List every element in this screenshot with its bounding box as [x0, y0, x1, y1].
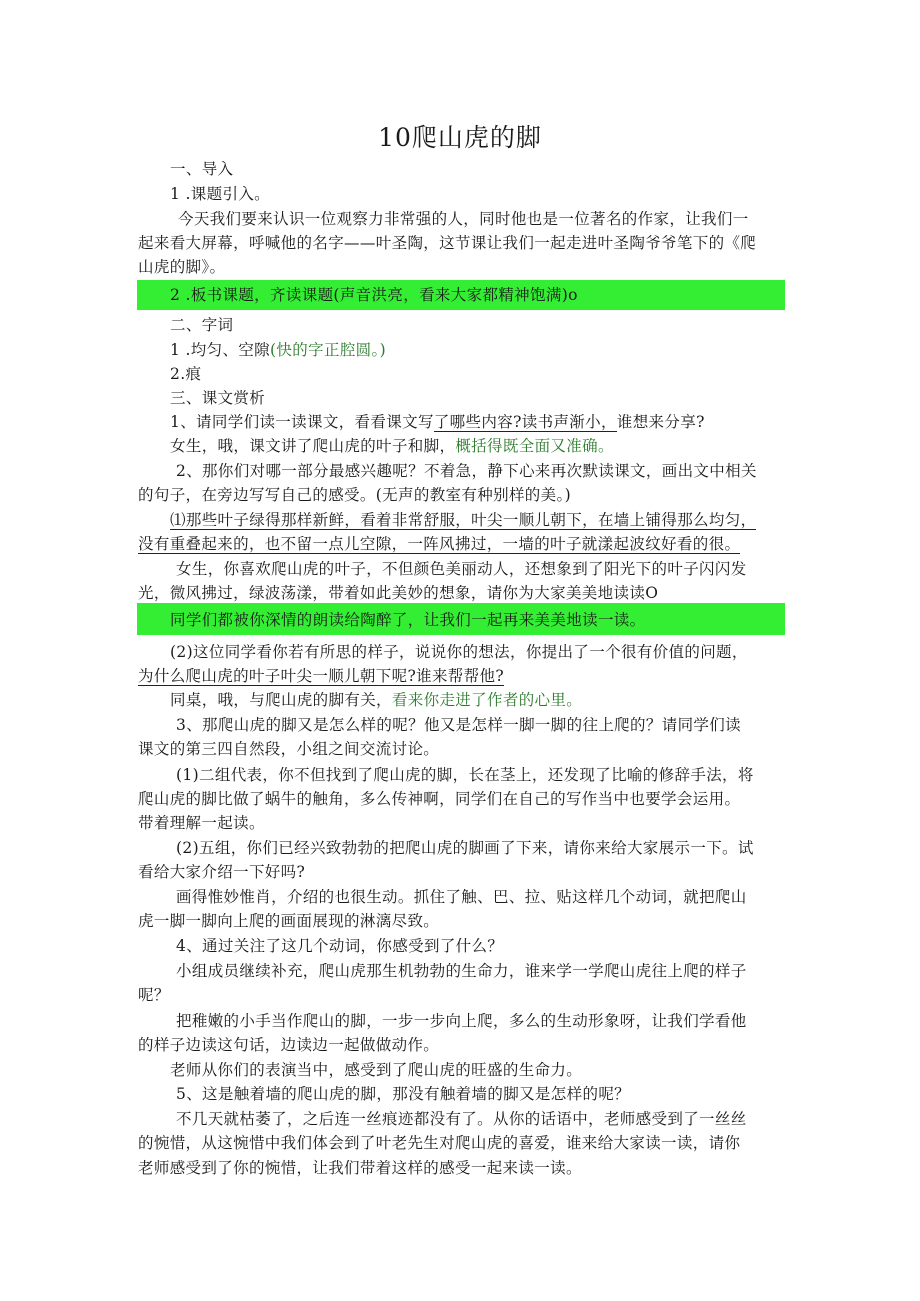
text-span: 1 .均匀、空隙	[170, 341, 271, 359]
annotation-text: (快的字正腔圆。)	[270, 341, 387, 359]
underlined-text: ⑴那些叶子绿得那样新鲜，看着非常舒服，叶尖一顺儿朝下，在墙上铺得那么均匀，	[170, 511, 757, 529]
text-line: (2)五组，你们已经兴致勃勃的把爬山虎的脚画了下来，请你来给大家展示一下。试	[176, 839, 754, 857]
text-line: 4、通过关注了这几个动词，你感受到了什么？	[176, 937, 504, 955]
text-line: 的惋惜，从这惋惜中我们体会到了叶老先生对爬山虎的喜爱，谁来给大家读一读，请你	[138, 1134, 741, 1152]
text-span: 1、请同学们读一读课文，看看课文写	[170, 413, 434, 431]
text-line: 2.痕	[170, 365, 202, 383]
annotation-text: 概括得既全面又准确。	[455, 437, 614, 455]
text-line: 把稚嫩的小手当作爬山的脚，一步一步向上爬，多么的生动形象呀，让我们学看他	[176, 1012, 747, 1030]
text-line: 光，微风拂过，绿波荡漾，带着如此美妙的想象，请你为大家美美地读读O	[138, 584, 659, 602]
text-span: 同桌，哦，与爬山虎的脚有关，	[170, 691, 392, 709]
text-line: 虎一脚一脚向上爬的画面展现的淋漓尽致。	[138, 912, 440, 930]
text-line: (2)这位同学看你若有所思的样子，说说你的想法，你提出了一个很有价值的问题，	[170, 643, 748, 661]
text-line: 不几天就枯萎了，之后连一丝痕迹都没有了。从你的话语中，老师感受到了一丝丝	[176, 1110, 747, 1128]
text-line: 小组成员继续补充，爬山虎那生机勃勃的生命力，谁来学一学爬山虎往上爬的样子	[176, 962, 747, 980]
text-line	[170, 435, 614, 457]
text-line: 画得惟妙惟肖，介绍的也很生动。抓住了触、巴、拉、贴这样几个动词，就把爬山	[176, 888, 747, 906]
text-line: 山虎的脚》。	[138, 258, 226, 276]
text-line	[170, 689, 582, 711]
text-line: 老师感受到了你的惋惜，让我们带着这样的感受一起来读一读。	[138, 1159, 582, 1177]
underlined-text-line	[170, 509, 756, 531]
text-line: 爬山虎的脚比做了蜗牛的触角，多么传神啊，同学们在自己的写作当中也要学会运用。	[138, 790, 741, 808]
text-line-highlighted: 2 .板书课题，齐读课题(声音洪亮，看来大家都精神饱满)o	[170, 286, 578, 304]
text-line: 呢？	[138, 986, 170, 1004]
text-span: 谁想来分享?	[616, 413, 705, 431]
text-line: 看给大家介绍一下好吗?	[138, 863, 306, 881]
text-line: 2、那你们对哪一部分最感兴趣呢？不着急，静下心来再次默读课文，画出文中相关	[176, 462, 757, 480]
text-line: (1)二组代表，你不但找到了爬山虎的脚，长在茎上，还发现了比喻的修辞手法，将	[176, 766, 754, 784]
section-heading-words: 二、字词	[170, 316, 234, 334]
text-line: 起来看大屏幕，呼喊他的名字——叶圣陶，这节课让我们一起走进叶圣陶爷爷笔下的《爬	[138, 234, 757, 252]
section-heading-analysis: 三、课文赏析	[170, 389, 266, 407]
text-line	[170, 411, 705, 433]
text-span: 女生，哦，课文讲了爬山虎的叶子和脚，	[170, 437, 456, 455]
text-line: 3、那爬山虎的脚又是怎么样的呢？他又是怎样一脚一脚的往上爬的？请同学们读	[176, 716, 741, 734]
text-line	[170, 339, 386, 361]
text-line: 女生，你喜欢爬山虎的叶子，不但颜色美丽动人，还想象到了阳光下的叶子闪闪发	[176, 560, 747, 578]
underlined-text-line	[138, 665, 504, 687]
annotation-text: 看来你走进了作者的心里。	[391, 691, 583, 709]
underlined-text: 了哪些内容?读书声渐小，	[433, 413, 617, 431]
underlined-text: 没有重叠起来的，也不留一点儿空隙，一阵风拂过，一墙的叶子就漾起波纹好看的很。	[138, 535, 741, 553]
text-line: 带着理解一起读。	[138, 814, 265, 832]
text-line: 课文的第三四自然段，小组之间交流讨论。	[138, 740, 440, 758]
text-line-highlighted: 同学们都被你深情的朗读给陶醉了，让我们一起再来美美地读一读。	[170, 611, 646, 629]
underlined-text: 为什么爬山虎的叶子叶尖一顺儿朝下呢?谁来帮帮他?	[138, 667, 505, 685]
document-title: 10爬山虎的脚	[378, 123, 542, 152]
underlined-text-line	[138, 533, 740, 555]
text-line: 老师从你们的表演当中，感受到了爬山虎的旺盛的生命力。	[170, 1061, 583, 1079]
text-line: 5、这是触着墙的爬山虎的脚，那没有触着墙的脚又是怎样的呢？	[176, 1085, 631, 1103]
text-line: 的句子，在旁边写写自己的感受。(无声的教室有种别样的美。)	[138, 486, 571, 504]
text-line: 的样子边读这句话，边读边一起做做动作。	[138, 1036, 440, 1054]
section-heading-intro: 一、导入	[170, 160, 234, 178]
text-line: 今天我们要来认识一位观察力非常强的人，同时他也是一位著名的作家，让我们一	[178, 210, 749, 228]
text-line: 1 .课题引入。	[170, 185, 271, 203]
